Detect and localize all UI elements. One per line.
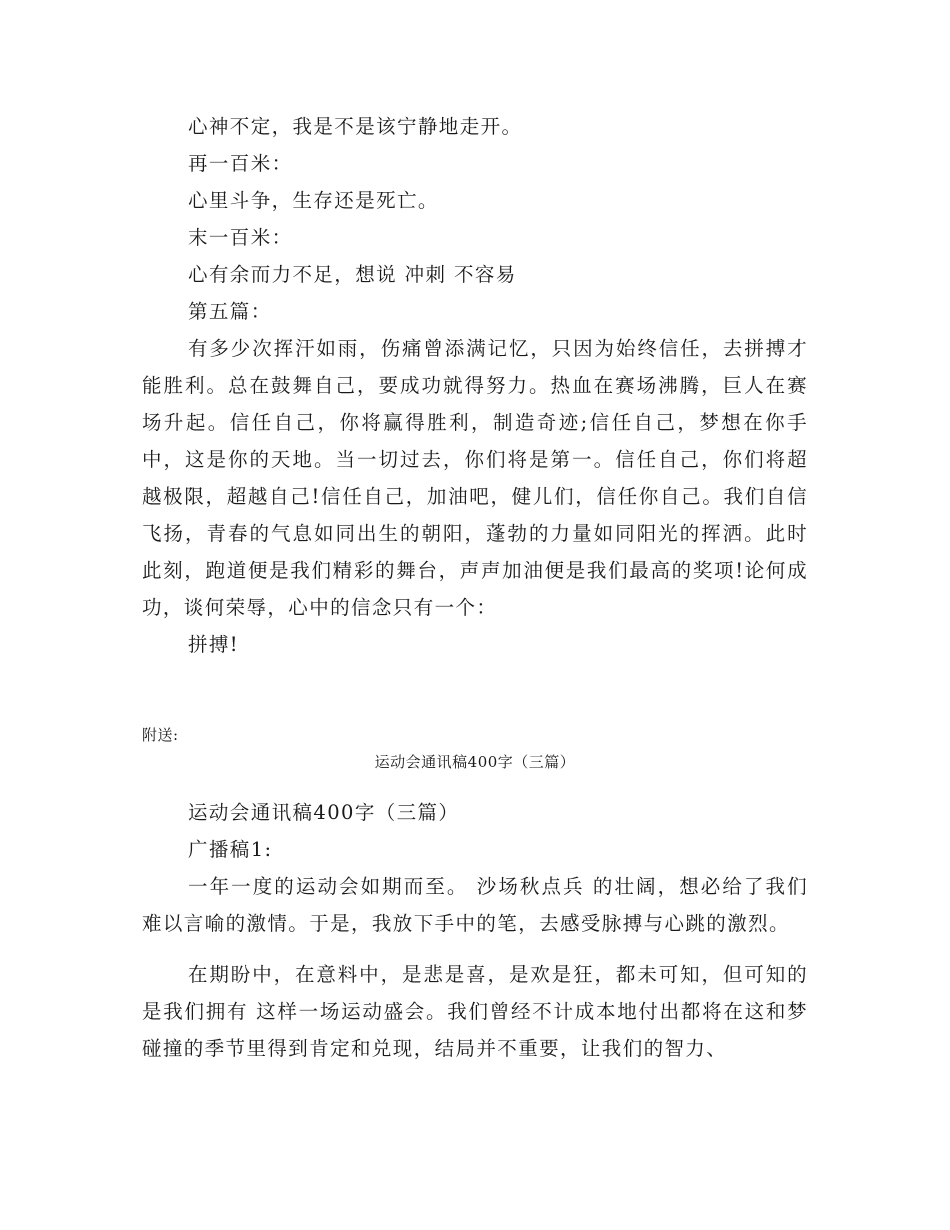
- paragraph-article-title: 运动会通讯稿400字（三篇）: [188, 801, 460, 824]
- bottom-text-section: [142, 794, 808, 1067]
- paragraph-willing-but-weak: 心有余而力不足，想说 冲刺 不容易: [188, 263, 517, 286]
- paragraph-part-five-body: 有多少次挥汗如雨，伤痛曾添满记忆，只因为始终信任，去拼搏才能胜利。总在鼓舞自己，要成功就得努力。热血在赛场沸腾，巨人在赛场升起。信任自己，你将赢得胜利，制造奇迹;信任自己，梦想在你手中，这是你的天地。当一切过去，你们将是第一。信任自己，你们将超越极限，超越自己!信任自己，加油吧，健儿们，信任你自己。我们自信飞扬，青春的气息如同出生的朝阳，蓬勃的力量如同阳光的挥洒。此时此刻，跑道便是我们精彩的舞台，声声加油便是我们最高的奖项!论何成功，谈何荣辱，心中的信念只有一个：: [142, 337, 808, 619]
- appendix-label: 附送:: [142, 726, 179, 744]
- paragraph-sports-meet-arrives: 一年一度的运动会如期而至。 沙场秋点兵 的壮阔，想必给了我们难以言喻的激情。于是，我放下手中的笔，去感受脉搏与心跳的激烈。: [142, 875, 808, 935]
- paragraph-heart-unsettled: 心神不定，我是不是该宁静地走开。: [188, 115, 523, 138]
- paragraph-another-hundred: 再一百米：: [188, 152, 293, 175]
- paragraph-strive: 拼搏!: [188, 633, 240, 656]
- paragraph-gap: [142, 942, 808, 956]
- paragraph-inner-struggle: 心里斗争，生存还是死亡。: [188, 189, 439, 212]
- paragraph-last-hundred: 末一百米：: [188, 226, 293, 249]
- section-heading-part-five: 第五篇：: [188, 300, 272, 323]
- paragraph-broadcast-1: 广播稿1:: [188, 838, 273, 861]
- paragraph-anticipation: 在期盼中，在意料中，是悲是喜，是欢是狂，都未可知，但可知的是我们拥有 这样一场运动盛会。我们曾经不计成本地付出都将在这和梦碰撞的季节里得到肯定和兑现，结局并不重要，让我们的智力、: [142, 963, 808, 1060]
- top-text-section: [142, 108, 808, 663]
- appendix-title: 运动会通讯稿400字（三篇）: [374, 753, 576, 771]
